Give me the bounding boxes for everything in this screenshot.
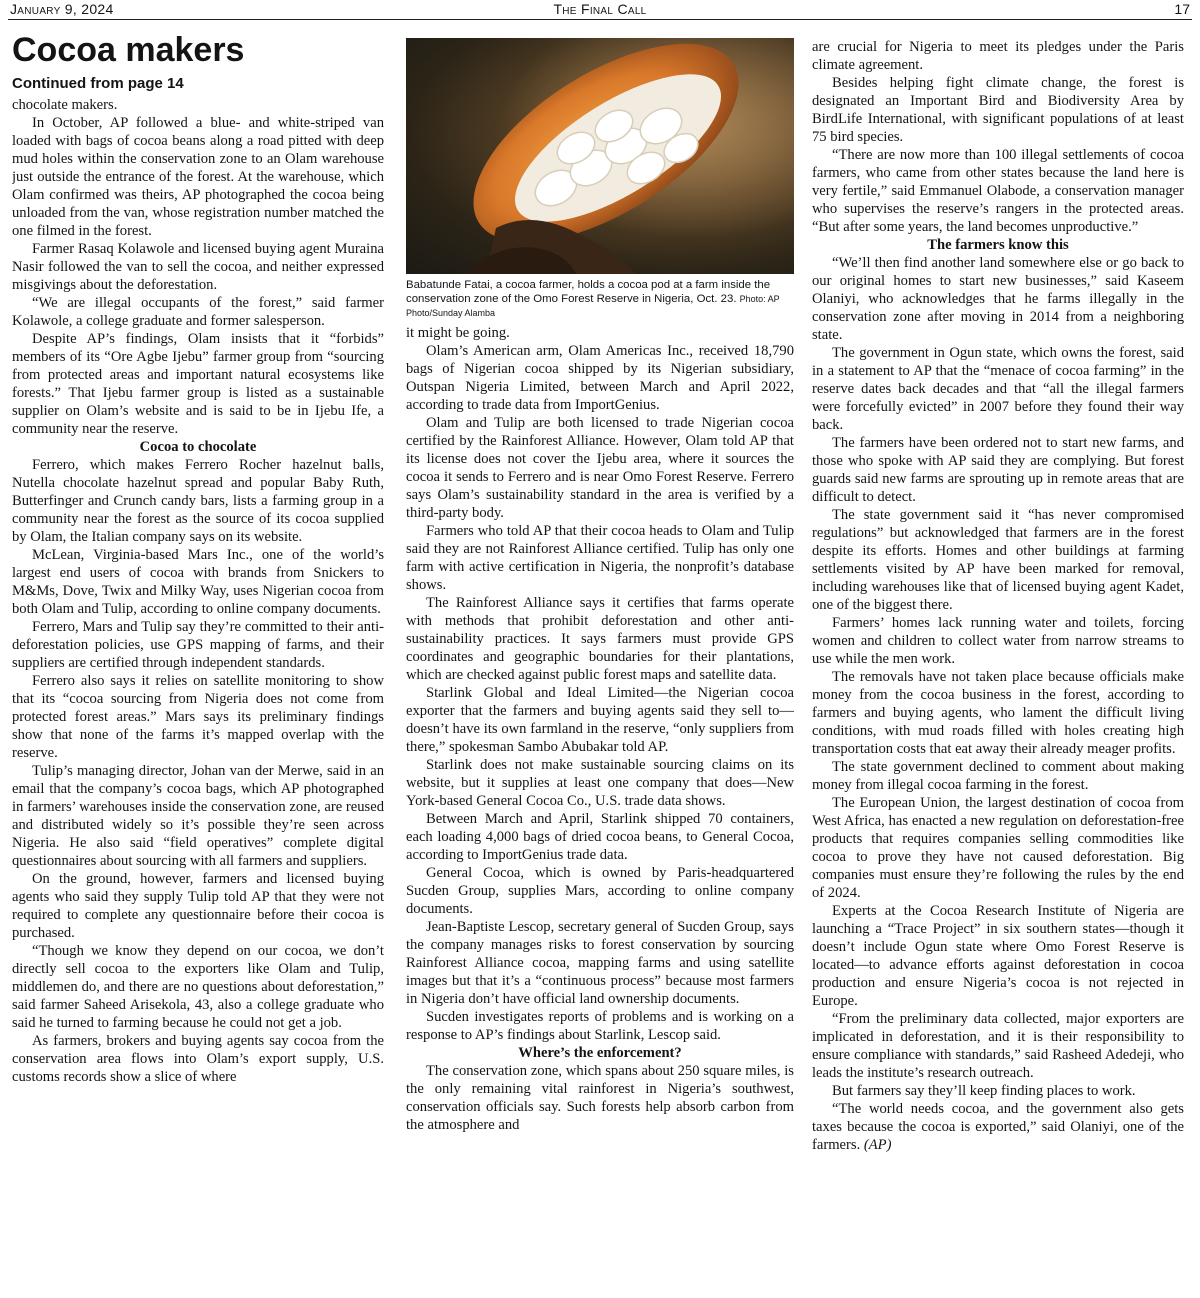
cocoa-pod-photo bbox=[406, 38, 794, 274]
article-column-3 bbox=[812, 38, 1184, 1298]
continued-line: Continued from page 14 bbox=[12, 75, 184, 92]
cocoa-pod-illustration bbox=[406, 38, 794, 274]
paragraph: Besides helping fight climate change, the forest is designated an Important Bird and Biodiversity Area by BirdLife International, with significant populations of at least 75 bird species. bbox=[812, 75, 1184, 145]
paragraph: Between March and April, Starlink shipped 70 containers, each loading 4,000 bags of dried cocoa beans, to General Cocoa, according to ImportGenius trade data. bbox=[406, 811, 794, 863]
subheading: Cocoa to chocolate bbox=[139, 439, 257, 455]
subheading: Where’s the enforcement? bbox=[518, 1045, 682, 1061]
paragraph: Ferrero, Mars and Tulip say they’re committed to their anti-deforestation policies, use GPS mapping of farms, and their suppliers are certified through independent standards. bbox=[12, 619, 384, 671]
paragraph: The government in Ogun state, which owns the forest, said in a statement to AP that the “menace of cocoa farming” in the reserve dates back decades and that “all the illegal farmers were forcefully evicted” in 2007 before they found their way back. bbox=[812, 345, 1184, 433]
paragraph: “There are now more than 100 illegal settlements of cocoa farmers, who came from other states because the land here is very fertile,” said Emmanuel Olabode, a conservation manager who supervises the reserve’s rangers in the protected areas. “But after some years, the land becomes unproductive.” bbox=[812, 147, 1184, 235]
paragraph: Despite AP’s findings, Olam insists that it “forbids” members of its “Ore Agbe Ijebu” farmer group from “sourcing from protected areas and important natural ecosystems like forests.” That Ijebu farmer group is listed as a sustainable supplier on Olam’s website and is said to be in Ijebu Ife, a community near the reserve. bbox=[12, 331, 384, 437]
paragraph: Farmers’ homes lack running water and toilets, forcing women and children to collect water from narrow streams to use while the men work. bbox=[812, 615, 1184, 667]
paragraph: Ferrero also says it relies on satellite monitoring to show that its “cocoa sourcing from Nigeria does not come from protected forest areas.” Mars says its preliminary findings show that none of the farms it’s mapped overlap with the reserve. bbox=[12, 673, 384, 761]
closing-paragraph-text: “The world needs cocoa, and the government also gets taxes because the cocoa is exported,” said Olaniyi, one of the farmers. bbox=[812, 1101, 1184, 1153]
paragraph: Olam and Tulip are both licensed to trade Nigerian cocoa certified by the Rainforest Alliance. However, Olam told AP that its license does not cover the Ijebu area, where it sources the cocoa it sends to Ferrero and is near Omo Forest Reserve. Ferrero says Olam’s sustainability standard in the area is verified by a third-party body. bbox=[406, 415, 794, 521]
paragraph: The farmers have been ordered not to start new farms, and those who spoke with AP said they are complying. But forest guards said new farms are sprouting up in remote areas that are difficult to detect. bbox=[812, 435, 1184, 505]
paragraph: “We’ll then find another land somewhere else or go back to our original homes to start new businesses,” said Kaseem Olaniyi, who acknowledges that he farms illegally in the conservation zone after moving in 2014 from a neighboring state. bbox=[812, 255, 1184, 343]
paragraph: Ferrero, which makes Ferrero Rocher hazelnut balls, Nutella chocolate hazelnut spread and popular Baby Ruth, Butterfinger and Crunch candy bars, lists a farming group in a community near the forest as the source of its cocoa supplied by Olam, the Italian company says on its website. bbox=[12, 457, 384, 545]
paragraph: are crucial for Nigeria to meet its pledges under the Paris climate agreement. bbox=[812, 39, 1184, 73]
paragraph: Sucden investigates reports of problems and is working on a response to AP’s findings about Starlink, Lescop said. bbox=[406, 1009, 794, 1043]
issue-date: January 9, 2024 bbox=[10, 1, 114, 17]
paragraph: General Cocoa, which is owned by Paris-headquartered Sucden Group, supplies Mars, according to online company documents. bbox=[406, 865, 794, 917]
paragraph: The Rainforest Alliance says it certifies that farms operate with methods that prohibit deforestation and other anti-sustainability practices. It says farmers must provide GPS coordinates and geographic boundaries for their plantations, which are checked against public forest maps and satellite data. bbox=[406, 595, 794, 683]
paragraph: Tulip’s managing director, Johan van der Merwe, said in an email that the company’s cocoa bags, which AP photographed in farmers’ warehouses inside the conservation zone, are reused and distributed widely so it’s possible they’re seen across Nigeria. He also said “field operatives” complete digital questionnaires about sourcing with all farmers and suppliers. bbox=[12, 763, 384, 869]
paragraph: Farmer Rasaq Kolawole and licensed buying agent Muraina Nasir followed the van to sell the cocoa, and neither expressed misgivings about the deforestation. bbox=[12, 241, 384, 293]
paragraph: “Though we know they depend on our cocoa, we don’t directly sell cocoa to the exporters like Olam and Tulip, middlemen do, and there are no questions about deforestation,” said farmer Saheed Arisekola, 43, also a college graduate who said he turned to farming because he could not get a job. bbox=[12, 943, 384, 1031]
headline: Cocoa makers bbox=[12, 31, 245, 69]
paragraph: The state government declined to comment about making money from illegal cocoa farming in the forest. bbox=[812, 759, 1184, 793]
paragraph: The conservation zone, which spans about 250 square miles, is the only remaining vital rainforest in Nigeria’s southwest, conservation officials say. Such forests help absorb carbon from the atmosphere and bbox=[406, 1063, 794, 1133]
paragraph: In October, AP followed a blue- and white-striped van loaded with bags of cocoa beans along a road pitted with deep mud holes within the conservation zone to an Olam warehouse just outside the entrance of the forest. At the warehouse, which Olam confirmed was theirs, AP photographed the cocoa being unloaded from the van, whose registration number matched the one filmed in the forest. bbox=[12, 115, 384, 239]
paragraph: Starlink does not make sustainable sourcing claims on its website, but it supplies at least one company that does—New York-based General Cocoa Co., U.S. trade data shows. bbox=[406, 757, 794, 809]
subheading: The farmers know this bbox=[927, 237, 1069, 253]
paragraph: chocolate makers. bbox=[12, 97, 118, 113]
paragraph: “From the preliminary data collected, major exporters are implicated in deforestation, and it is their responsibility to ensure compliance with standards,” said Rasheed Adedeji, who leads the institute’s research outreach. bbox=[812, 1011, 1184, 1081]
paragraph: The removals have not taken place because officials make money from the cocoa business in the forest, according to farmers and buying agents, who lament the difficult living conditions, with mud roads filled with holes creating high transportation costs that eat away their already meager profits. bbox=[812, 669, 1184, 757]
paragraph: “We are illegal occupants of the forest,” said farmer Kolawole, a college graduate and former salesperson. bbox=[12, 295, 384, 329]
paragraph: Farmers who told AP that their cocoa heads to Olam and Tulip said they are not Rainforest Alliance certified. Tulip has only one farm with active certification in Nigeria, the nonprofit’s database shows. bbox=[406, 523, 794, 593]
page-header bbox=[8, 0, 1192, 20]
paragraph: On the ground, however, farmers and licensed buying agents who said they supply Tulip told AP that they were not required to complete any questionnaire before their cocoa is purchased. bbox=[12, 871, 384, 941]
paragraph: Starlink Global and Ideal Limited—the Nigerian cocoa exporter that the farmers and buying agents said they sell to—doesn’t have its own farmland in the reserve, “only suppliers from there,” spokesman Sambo Abubakar told AP. bbox=[406, 685, 794, 755]
newspaper-name: The Final Call bbox=[553, 1, 647, 17]
paragraph: The state government said it “has never compromised regulations” but acknowledged that farmers are in the forest despite its efforts. Homes and other buildings at farming settlements visited by AP have been marked for removal, including warehouses like that of licensed buying agent Kadet, one of the biggest there. bbox=[812, 507, 1184, 613]
paragraph: The European Union, the largest destination of cocoa from West Africa, has enacted a new regulation on deforestation-free products that requires companies selling commodities like cocoa to prove they have not caused deforestation. Big companies must ensure they’re following the rules by the end of 2024. bbox=[812, 795, 1184, 901]
photo-caption bbox=[406, 278, 794, 320]
paragraph: As farmers, brokers and buying agents say cocoa from the conservation area flows into Olam’s export supply, U.S. customs records show a slice of where bbox=[12, 1033, 384, 1085]
article-column-1 bbox=[12, 30, 384, 1292]
caption-text: Babatunde Fatai, a cocoa farmer, holds a cocoa pod at a farm inside the conservation zone of the Omo Forest Reserve in Nigeria, Oct. 23. bbox=[406, 279, 771, 305]
paragraph: Jean-Baptiste Lescop, secretary general of Sucden Group, says the company manages risks to forest conservation by sourcing Rainforest Alliance cocoa, mapping farms and using satellite images but that it’s a “continuous process” because most farmers in Nigeria don’t have official land ownership documents. bbox=[406, 919, 794, 1007]
photo-credit: Photo: AP Photo/Sunday Alamba bbox=[406, 294, 780, 318]
article-column-2 bbox=[406, 30, 794, 1292]
paragraph: McLean, Virginia-based Mars Inc., one of the world’s largest end users of cocoa with brands from Snickers to M&Ms, Dove, Twix and Milky Way, uses Nigerian cocoa from both Olam and Tulip, according to online company documents. bbox=[12, 547, 384, 617]
paragraph: Experts at the Cocoa Research Institute of Nigeria are launching a “Trace Project” in six southern states—though it doesn’t include Ogun state where Omo Forest Reserve is located—to advance efforts against deforestation in cocoa production and ensure Nigeria’s cocoa is not rejected in Europe. bbox=[812, 903, 1184, 1009]
paragraph: But farmers say they’ll keep finding places to work. bbox=[832, 1083, 1136, 1099]
paragraph bbox=[812, 1100, 1184, 1154]
paragraph: Olam’s American arm, Olam Americas Inc., received 18,790 bags of Nigerian cocoa shipped by its Nigerian subsidiary, Outspan Nigeria Limited, between March and April 2022, according to trade data from ImportGenius. bbox=[406, 343, 794, 413]
wire-credit: (AP) bbox=[863, 1137, 892, 1153]
paragraph: it might be going. bbox=[406, 325, 510, 341]
page-number: 17 bbox=[1174, 1, 1190, 17]
